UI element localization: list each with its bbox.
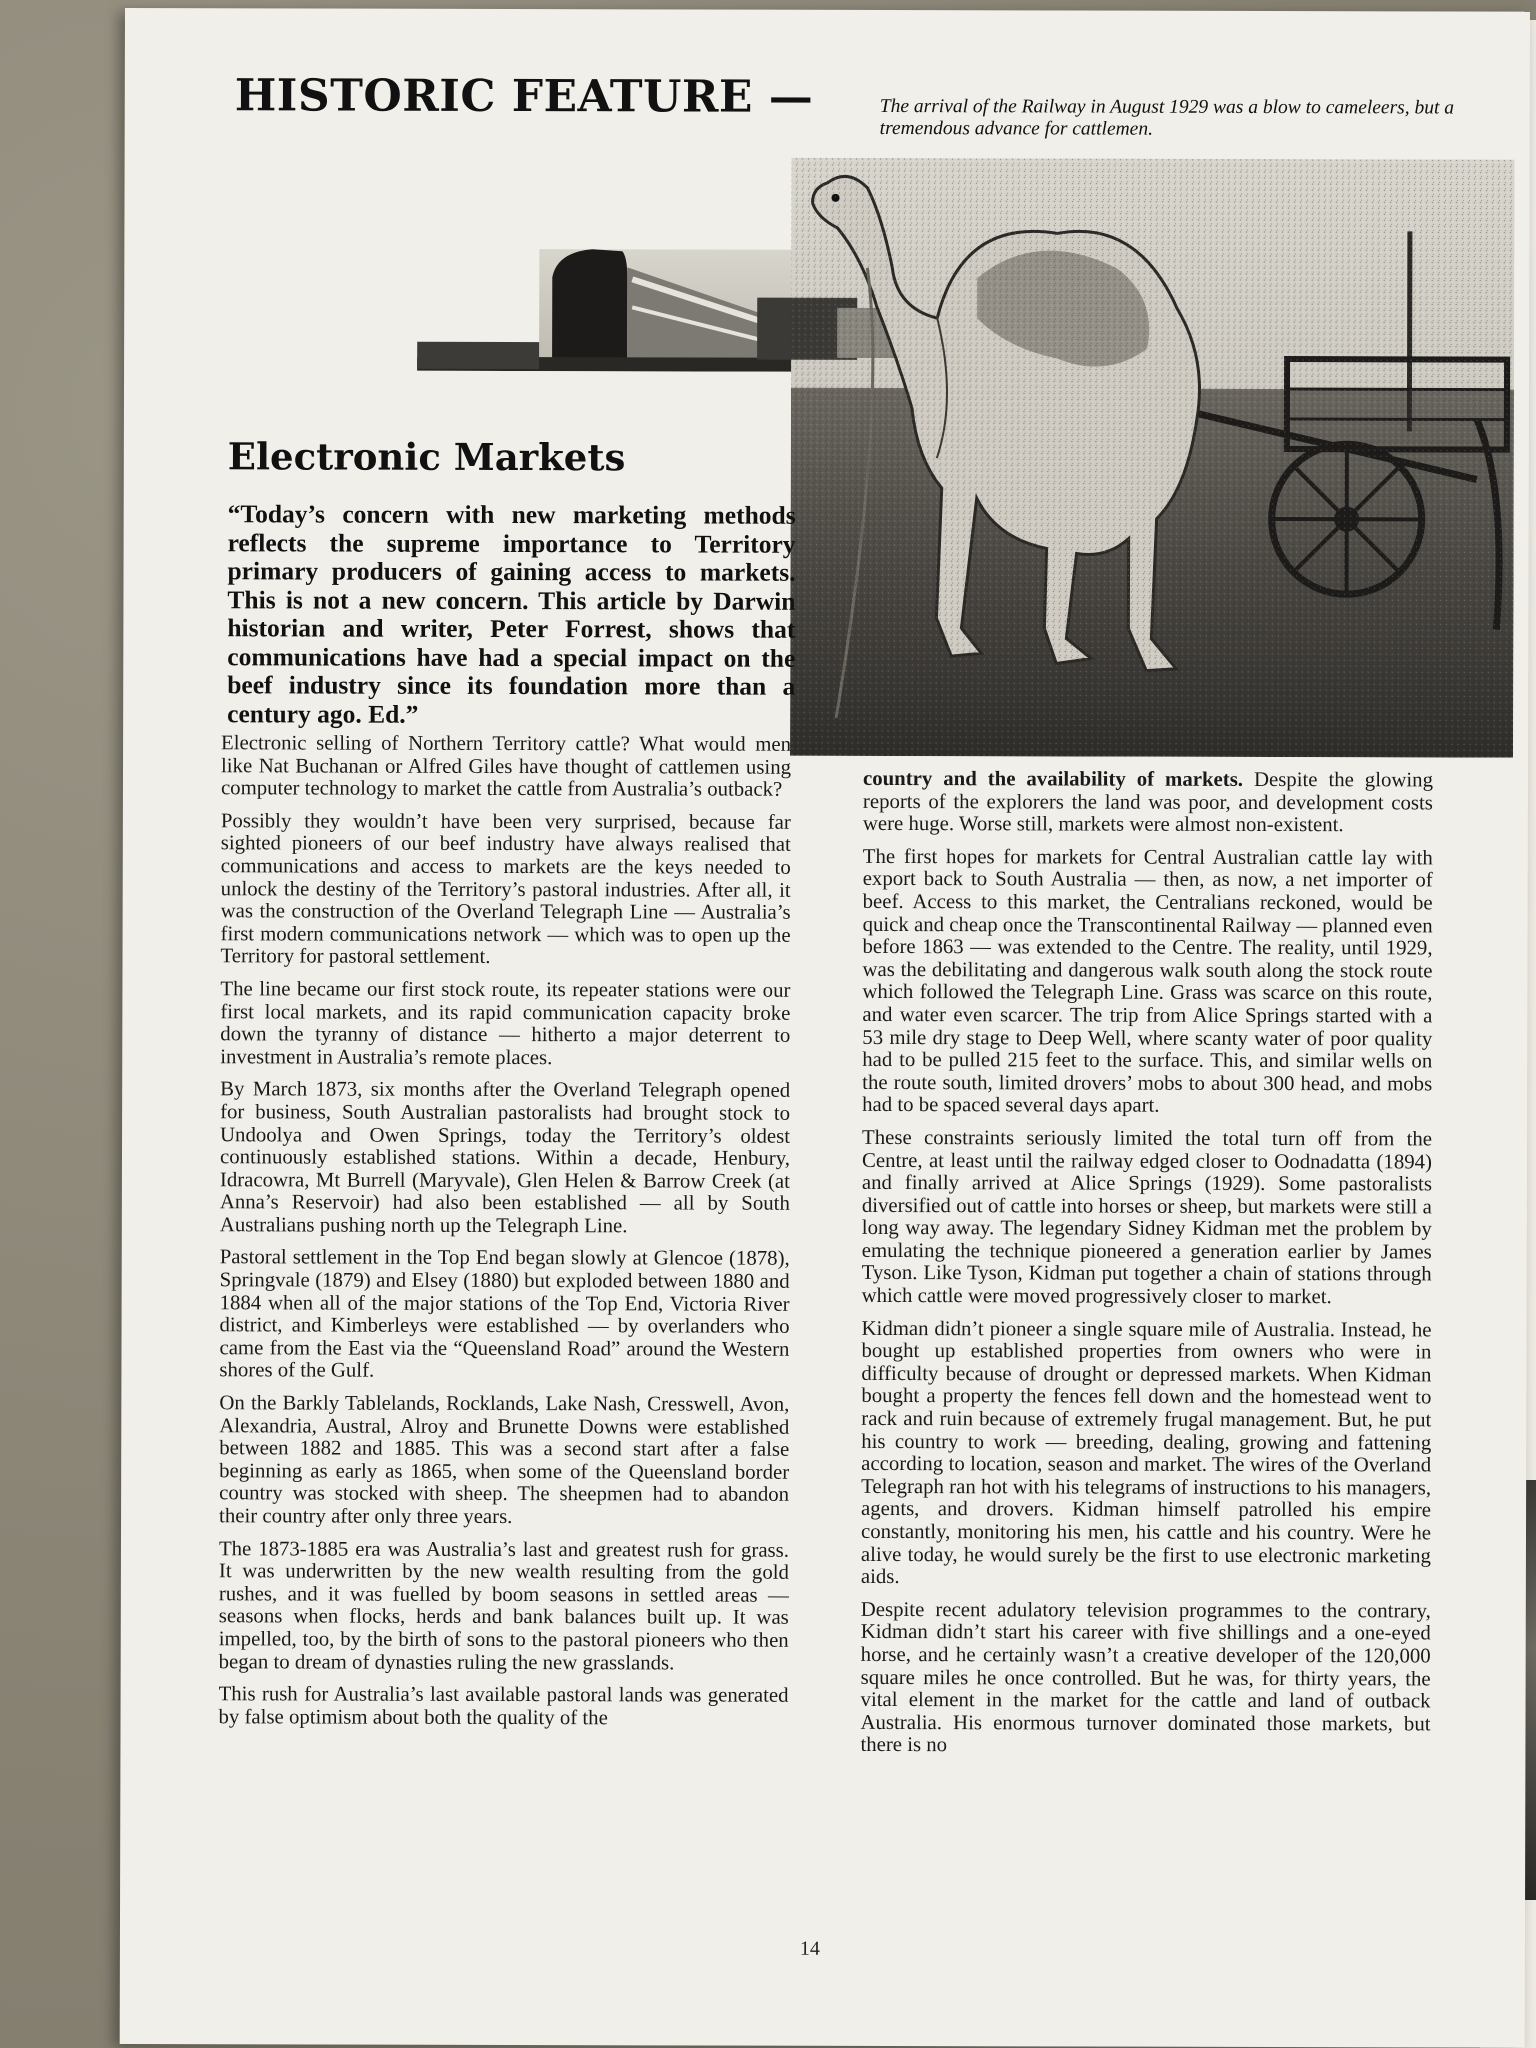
- right-column: [860, 768, 1433, 1768]
- paragraph: [863, 768, 1433, 837]
- paragraph: The 1873-1885 era was Australia’s last and greatest rush for grass. It was underwritten by the new wealth resulting from the gold rushes, and it was fuelled by boom seasons in settled areas — seasons when flocks, herds and bank balances built up. It was impelled, too, by the birth of sons to the pastoral pioneers who then began to dream of dynasties ruling the new grasslands.: [218, 1536, 789, 1675]
- magazine-page: [120, 8, 1530, 2048]
- paragraph-text: Despite the glowing reports of the explorers the land was poor, and development costs were huge. Worse still, markets were almost non-existent.: [862, 767, 1434, 837]
- article-lead: “Today’s concern with new marketing methods reflects the supreme importance to Territory primary producers of gaining access to markets. This is not a new concern. This article by Darwin historian and writer, Peter Forrest, shows that communications have had a special impact on the beef industry since its foundation more than a century ago. Ed.”: [227, 499, 796, 729]
- paragraph: Kidman didn’t pioneer a single square mile of Australia. Instead, he bought up established properties from owners who were in difficulty because of drought or depressed markets. When Kidman bought a property the fences fell down and the homestead went to rack and ruin because of extremely frugal management. But, he put his country to work — breeding, dealing, growing and fattening according to location, season and market. The wires of the Overland Telegraph ran hot with his telegrams of instructions to his managers, agents, and drovers. Kidman himself patrolled his empire constantly, monitoring his men, his cattle and his country. Were he alive today, he would surely be the first to use electronic marketing aids.: [860, 1316, 1432, 1589]
- paragraph: These constraints seriously limited the total turn off from the Centre, at least until the railway edged closer to Oodnadatta (1894) and finally arrived at Alice Springs (1929). Some pastoralists diversified out of cattle into horses or sheep, but markets were still a long way away. The legendary Sidney Kidman met the problem by emulating the technique pioneered a generation earlier by James Tyson. Like Tyson, Kidman put together a chain of stations through which cattle were moved progressively closer to market.: [861, 1125, 1433, 1309]
- paragraph: Electronic selling of Northern Territory cattle? What would men like Nat Buchanan or Alfred Giles have thought of cattlemen using computer technology to market the cattle from Australia’s outback?: [220, 731, 792, 801]
- paragraph: This rush for Australia’s last available pastoral lands was generated by false optimism about both the quality of the: [218, 1682, 789, 1730]
- bold-lead-in: country and the availability of markets.: [862, 766, 1244, 791]
- paragraph: Possibly they wouldn’t have been very surprised, because far sighted pioneers of our beef industry have always realised that communications and access to markets are the keys needed to unlock the destiny of the Territory’s pastoral industries. After all, it was the construction of the Overland Telegraph Line — Australia’s first modern communications network — which was to open up the Territory for pastoral settlement.: [220, 809, 791, 969]
- article-title: Electronic Markets: [227, 434, 626, 480]
- section-header: HISTORIC FEATURE —: [234, 70, 814, 123]
- paragraph: The first hopes for markets for Central Australian cattle lay with export back to South Australia — then, as now, a net importer of beef. Access to this market, the Centralians reckoned, would be quick and cheap once the Transcontinental Railway — planned even before 1863 — was extended to the Centre. The reality, until 1929, was the debilitating and dangerous walk south along the stock route which followed the Telegraph Line. Grass was scarce on this route, and water even scarcer. The trip from Alice Springs started with a 53 mile dry stage to Deep Well, where scanty water of poor quality had to be pulled 215 feet to the surface. This, and similar wells on the route south, limited drovers’ mobs to about 300 head, and mobs had to be spaced several days apart.: [862, 844, 1433, 1118]
- photo-caption: The arrival of the Railway in August 1929 was a blow to cameleers, but a tremendous advance for cattlemen.: [879, 95, 1455, 140]
- paragraph: On the Barkly Tablelands, Rocklands, Lake Nash, Cresswell, Avon, Alexandria, Austral, Alroy and Brunette Downs were established between 1882 and 1885. This was a second start after a false beginning as early as 1865, when some of the Queensland border country was stocked with sheep. The sheepmen had to abandon their country after only three years.: [219, 1391, 790, 1529]
- paragraph: Despite recent adulatory television programmes to the contrary, Kidman didn’t start his career with five shillings and a one-eyed horse, and he certainly wasn’t a creative developer of the 120,000 square miles he once controlled. But he was, for thirty years, the vital element in the market for the cattle and land of outback Australia. His enormous turnover dominated those markets, but there is no: [860, 1597, 1431, 1757]
- page-number: 14: [799, 1937, 820, 1960]
- camel-photo: [756, 158, 1515, 758]
- paragraph: By March 1873, six months after the Overland Telegraph opened for business, South Australian pastoralists had brought stock to Undoolya and Owen Springs, today the Territory’s oldest continuously established stations. Within a decade, Henbury, Idracowra, Mt Burrell (Maryvale), Glen Helen & Barrow Creek (at Anna’s Reservoir) had also been established — all by South Australians pushing north up the Telegraph Line.: [219, 1077, 791, 1238]
- paragraph: Pastoral settlement in the Top End began slowly at Glencoe (1878), Springvale (1879) and Elsey (1880) but exploded between 1880 and 1884 when all of the major stations of the Top End, Victoria River district, and Kimberleys were established — by overlanders who came from the East via the “Queensland Road” around the Western shores of the Gulf.: [219, 1245, 790, 1383]
- left-column: [218, 732, 791, 1740]
- paragraph: The line became our first stock route, its repeater stations were our first local markets, and its rapid communication capacity broke down the tyranny of distance — hitherto a major deterrent to investment in Australia’s remote places.: [220, 977, 791, 1069]
